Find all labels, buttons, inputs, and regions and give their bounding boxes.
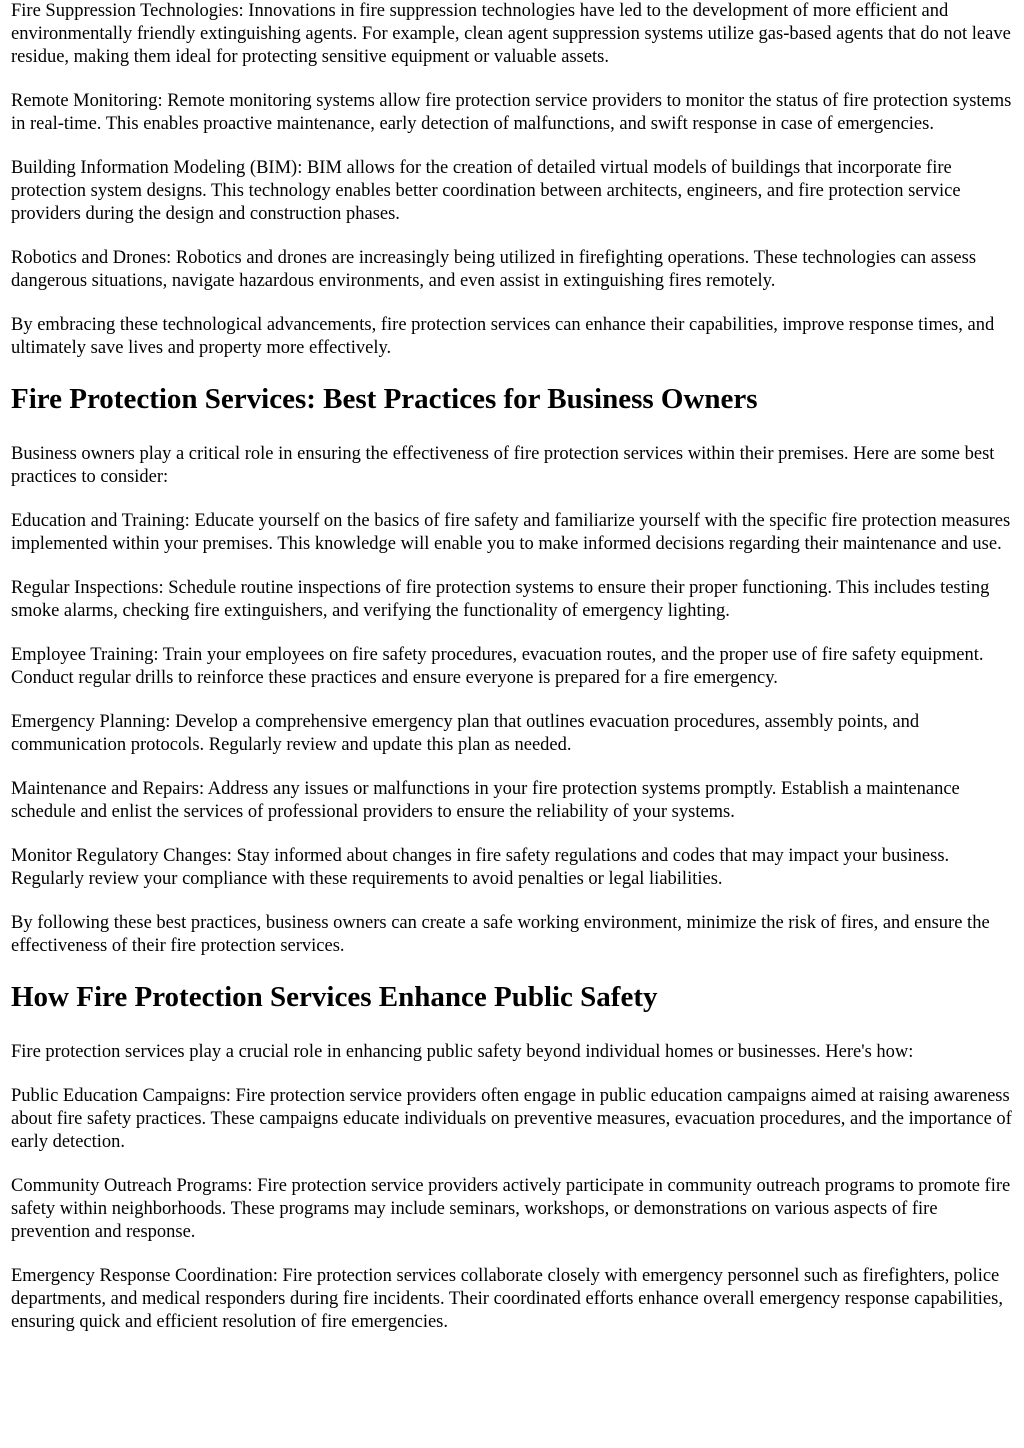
paragraph-business-intro: Business owners play a critical role in ensuring the effectiveness of fire protection services within their premises. Here are some best practices to consider: [11, 444, 995, 487]
paragraph-business-conclusion: By following these best practices, business owners can create a safe working environment, minimize the risk of fires, and ensure the effectiveness of their fire protection services. [11, 913, 990, 956]
paragraph-robotics-drones: Robotics and Drones: Robotics and drones are increasingly being utilized in firefighting operations. These technologies can assess dangerous situations, navigate hazardous environments, and even assist in extinguishing fires remotely. [11, 248, 977, 291]
paragraph-regular-inspections: Regular Inspections: Schedule routine inspections of fire protection systems to ensure their proper functioning. This includes testing smoke alarms, checking fire extinguishers, and verifying the functionality of emergency lighting. [11, 578, 990, 621]
paragraph-public-education: Public Education Campaigns: Fire protection service providers often engage in public education campaigns aimed at raising awareness about fire safety practices. These campaigns educate individuals on preventive measures, evacuation procedures, and the importance of early detection. [11, 1086, 1012, 1152]
paragraph-emergency-coordination: Emergency Response Coordination: Fire protection services collaborate closely with emergency personnel such as firefighters, police departments, and medical responders during fire incidents. Their coordinated efforts enhance overall emergency response capabilities, ensuring quick and efficient resolution of fire emergencies. [11, 1266, 1003, 1332]
paragraph-tech-conclusion: By embracing these technological advancements, fire protection services can enhance their capabilities, improve response times, and ultimately save lives and property more effectively. [11, 315, 995, 358]
paragraph-emergency-planning: Emergency Planning: Develop a comprehensive emergency plan that outlines evacuation procedures, assembly points, and communication protocols. Regularly review and update this plan as needed. [11, 712, 920, 755]
heading-public-safety: How Fire Protection Services Enhance Public Safety [11, 981, 658, 1013]
paragraph-maintenance-repairs: Maintenance and Repairs: Address any issues or malfunctions in your fire protection systems promptly. Establish a maintenance schedule and enlist the services of professional providers to ensure the reliability of your systems. [11, 779, 960, 822]
paragraph-regulatory-changes: Monitor Regulatory Changes: Stay informed about changes in fire safety regulations and codes that may impact your business. Regularly review your compliance with these requirements to avoid penalties or legal liabilities. [11, 846, 950, 889]
heading-business-best-practices: Fire Protection Services: Best Practices for Business Owners [11, 383, 758, 415]
paragraph-bim: Building Information Modeling (BIM): BIM allows for the creation of detailed virtual models of buildings that incorporate fire protection system designs. This technology enables better coordination between architects, engineers, and fire protection service providers during the design and construction phases. [11, 158, 961, 224]
paragraph-community-outreach: Community Outreach Programs: Fire protection service providers actively participate in community outreach programs to promote fire safety within neighborhoods. These programs may include seminars, workshops, or demonstrations on various aspects of fire prevention and response. [11, 1176, 1011, 1242]
paragraph-remote-monitoring: Remote Monitoring: Remote monitoring systems allow fire protection service providers to monitor the status of fire protection systems in real-time. This enables proactive maintenance, early detection of malfunctions, and swift response in case of emergencies. [11, 91, 1012, 134]
paragraph-fire-suppression: Fire Suppression Technologies: Innovations in fire suppression technologies have led to the development of more efficient and environmentally friendly extinguishing agents. For example, clean agent suppression systems utilize gas-based agents that do not leave residue, making them ideal for protecting sensitive equipment or valuable assets. [11, 1, 1011, 67]
paragraph-employee-training: Employee Training: Train your employees on fire safety procedures, evacuation routes, and the proper use of fire safety equipment. Conduct regular drills to reinforce these practices and ensure everyone is prepared for a fire emergency. [11, 645, 984, 688]
paragraph-education-training: Education and Training: Educate yourself on the basics of fire safety and familiarize yourself with the specific fire protection measures implemented within your premises. This knowledge will enable you to make informed decisions regarding their maintenance and use. [11, 511, 1011, 554]
paragraph-public-intro: Fire protection services play a crucial role in enhancing public safety beyond individual homes or businesses. Here's how: [11, 1042, 914, 1062]
